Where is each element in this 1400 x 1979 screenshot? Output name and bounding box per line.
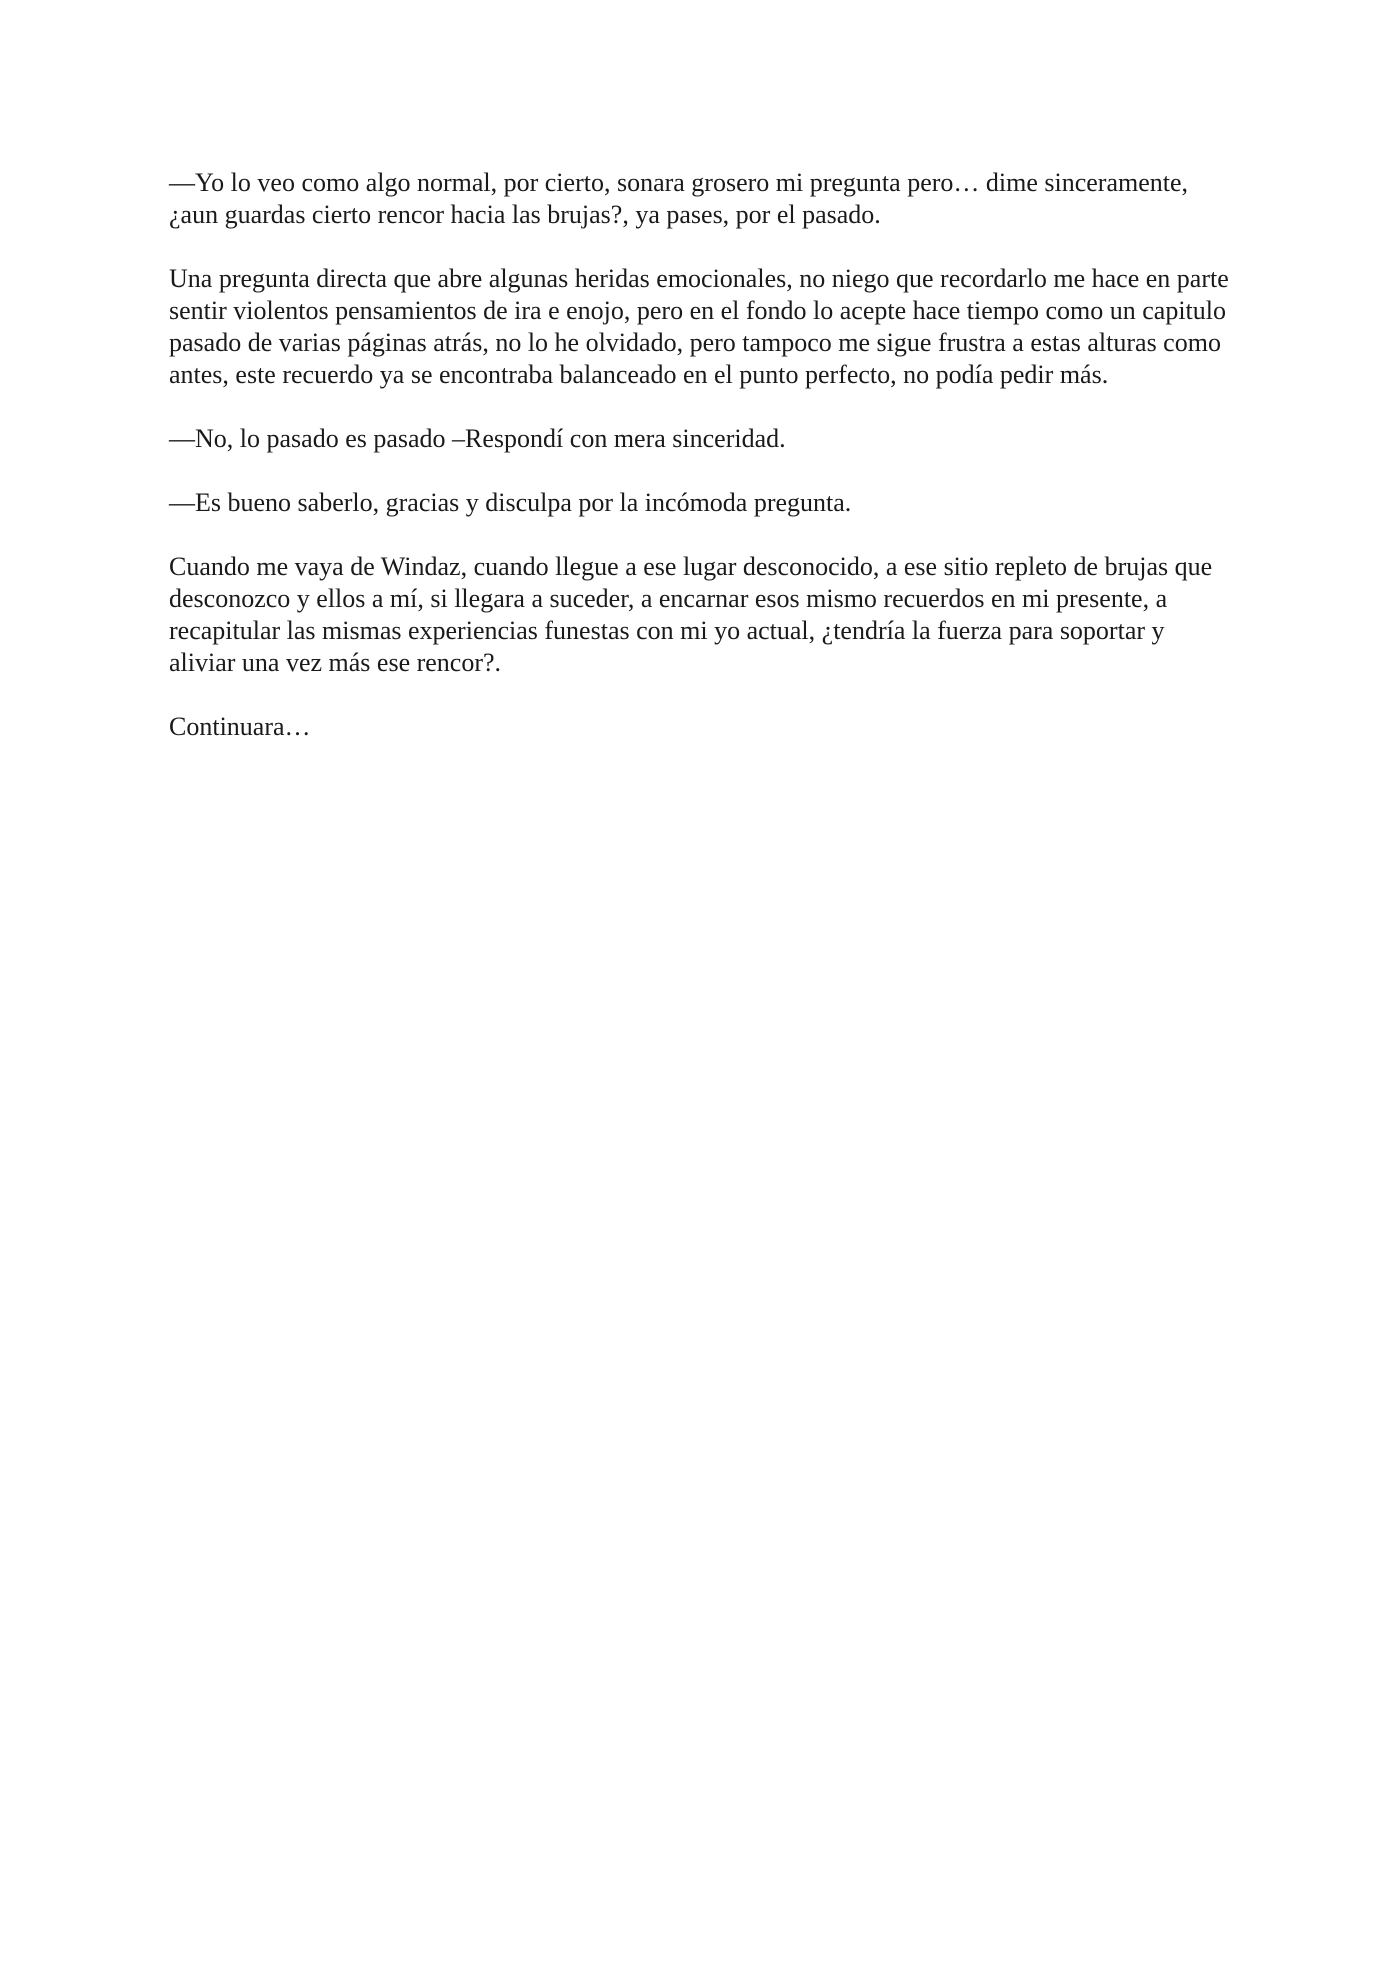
narration-paragraph-future: Cuando me vaya de Windaz, cuando llegue a ese lugar desconocido, a ese sitio repleto de brujas que desconozco y ellos a mí, si llegara a suceder, a encarnar esos mismo recuerdos en mi presente, a recapitular las mismas experiencias funestas con mi yo actual, ¿tendría la fuerza para soportar y aliviar una vez más ese rencor?. (169, 552, 1213, 677)
dialogue-paragraph-thanks: —Es bueno saberlo, gracias y disculpa por la incómoda pregunta. (169, 488, 852, 517)
narration-paragraph-reflection: Una pregunta directa que abre algunas heridas emocionales, no niego que recordarlo me hace en parte sentir violentos pensamientos de ira e enojo, pero en el fondo lo acepte hace tiempo como un capitulo pasado de varias páginas atrás, no lo he olvidado, pero tampoco me sigue frustra a estas alturas como antes, este recuerdo ya se encontraba balanceado en el punto perfecto, no podía pedir más. (169, 264, 1229, 389)
dialogue-paragraph-answer: —No, lo pasado es pasado –Respondí con mera sinceridad. (169, 424, 786, 453)
continuation-note: Continuara… (169, 712, 311, 741)
document-body (169, 167, 1231, 775)
dialogue-paragraph-question: —Yo lo veo como algo normal, por cierto, sonara grosero mi pregunta pero… dime sinceramente, ¿aun guardas cierto rencor hacia las brujas?, ya pases, por el pasado. (169, 168, 1189, 229)
